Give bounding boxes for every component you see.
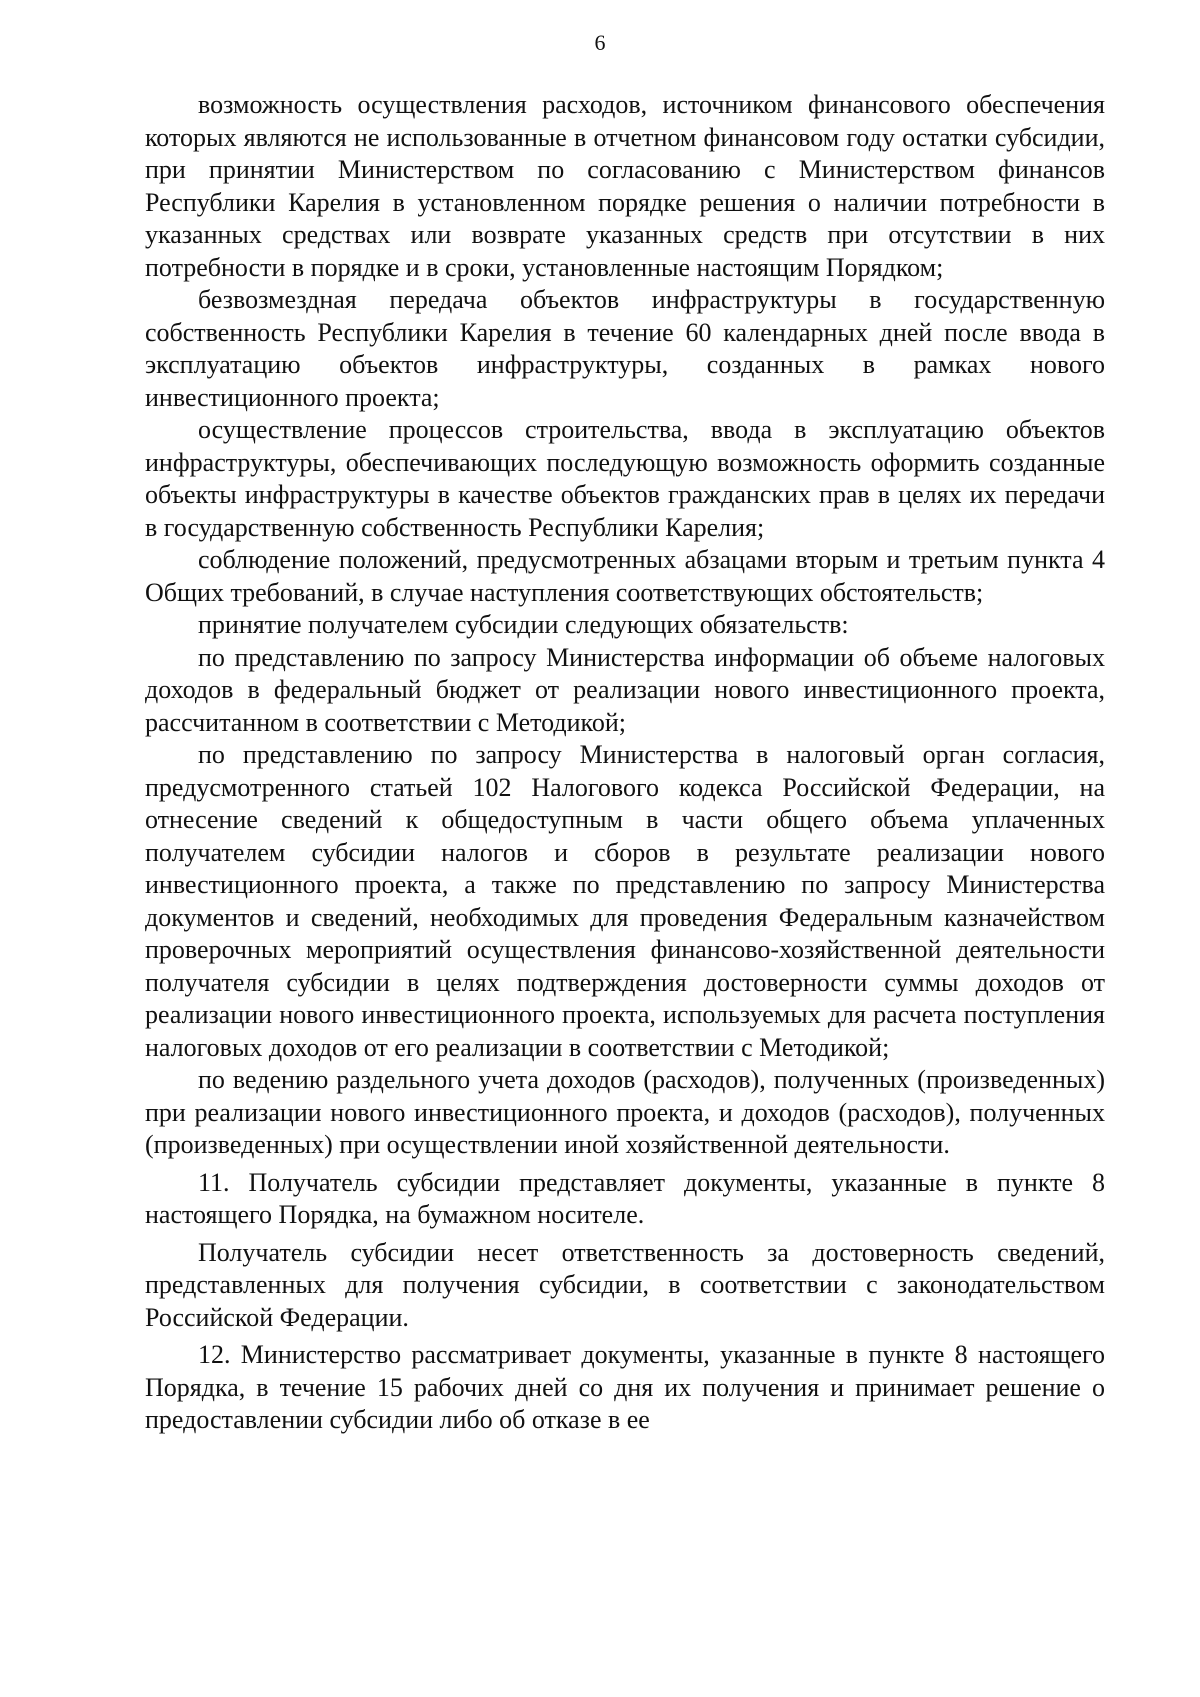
paragraph-8: по ведению раздельного учета доходов (расходов), полученных (произведенных) при реализации нового инвестиционного проекта, и доходов (расходов), полученных (произведенных) при осуществлении иной хозяйственной деятельности. — [145, 1065, 1105, 1159]
paragraph-4: соблюдение положений, предусмотренных абзацами вторым и третьим пункта 4 Общих требований, в случае наступления соответствующих обстоятельств; — [145, 545, 1105, 607]
paragraph-7: по представлению по запросу Министерства в налоговый орган согласия, предусмотренного статьей 102 Налогового кодекса Российской Федерации, на отнесение сведений к общедоступным в части общего объема уплаченных получателем субсидии налогов и сборов в результате реализации нового инвестиционного проекта, а также по представлению по запросу Министерства документов и сведений, необходимых для проведения Федеральным казначейством проверочных мероприятий осуществления финансово-хозяйственной деятельности получателя субсидии в целях подтверждения достоверности суммы доходов от реализации нового инвестиционного проекта, используемых для расчета поступления налоговых доходов от его реализации в соответствии с Методикой; — [145, 740, 1105, 1062]
document-body — [145, 89, 1105, 1437]
paragraph-5: принятие получателем субсидии следующих обязательств: — [198, 610, 849, 639]
paragraph-2: безвозмездная передача объектов инфраструктуры в государственную собственность Республики Карелия в течение 60 календарных дней после ввода в эксплуатацию объектов инфраструктуры, созданных в рамках нового инвестиционного проекта; — [145, 285, 1105, 412]
paragraph-1: возможность осуществления расходов, источником финансового обеспечения которых являются не использованные в отчетном финансовом году остатки субсидии, при принятии Министерством по согласованию с Министерством финансов Республики Карелия в установленном порядке решения о наличии потребности в указанных средствах или возврате указанных средств при отсутствии в них потребности в порядке и в сроки, установленные настоящим Порядком; — [145, 90, 1105, 282]
page-number: 6 — [594, 30, 606, 55]
paragraph-6: по представлению по запросу Министерства информации об объеме налоговых доходов в федеральный бюджет от реализации нового инвестиционного проекта, рассчитанном в соответствии с Методикой; — [145, 642, 1105, 737]
paragraph-9: 11. Получатель субсидии представляет документы, указанные в пункте 8 настоящего Порядка, на бумажном носителе. — [145, 1167, 1105, 1229]
paragraph-10: Получатель субсидии несет ответственность за достоверность сведений, представленных для получения субсидии, в соответствии с законодательством Российской Федерации. — [145, 1237, 1105, 1332]
paragraph-11: 12. Министерство рассматривает документы, указанные в пункте 8 настоящего Порядка, в течение 15 рабочих дней со дня их получения и принимает решение о предоставлении субсидии либо об отказе в ее — [145, 1340, 1105, 1434]
paragraph-3: осуществление процессов строительства, ввода в эксплуатацию объектов инфраструктуры, обеспечивающих последующую возможность оформить созданные объекты инфраструктуры в качестве объектов гражданских прав в целях их передачи в государственную собственность Республики Карелия; — [145, 415, 1105, 542]
